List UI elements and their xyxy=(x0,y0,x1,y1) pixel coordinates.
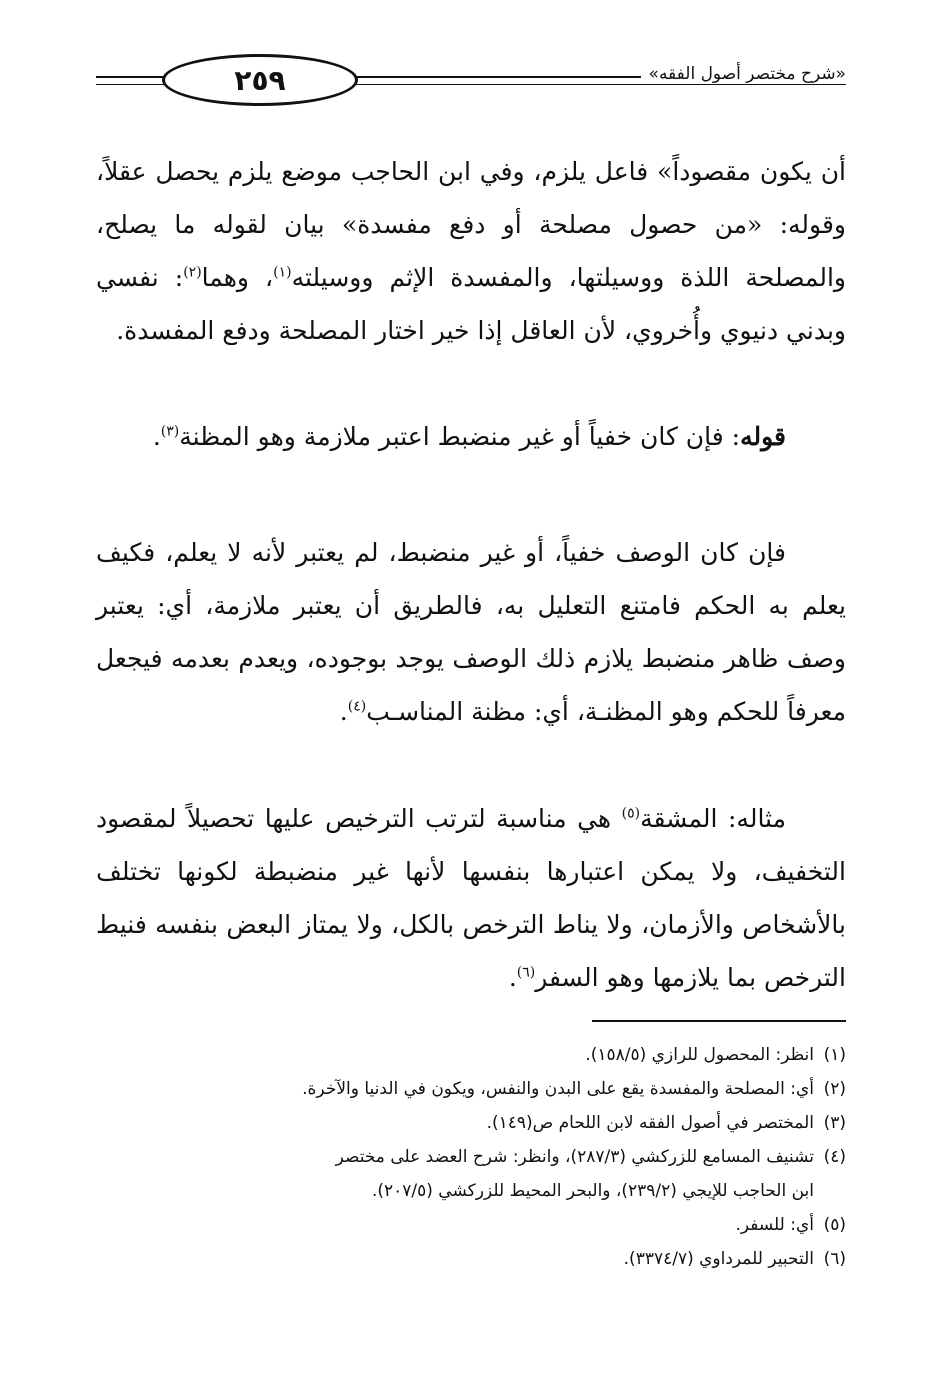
paragraph-3 xyxy=(96,526,846,738)
footnote-5 xyxy=(96,1208,846,1242)
footnote-4 xyxy=(96,1140,846,1208)
footnote-1 xyxy=(96,1038,846,1072)
p1-end: : نفسي وبدني دنيوي وأُخروي، لأن العاقل إذا خير اختار المصلحة ودفع المفسدة. xyxy=(96,263,846,345)
paragraph-1 xyxy=(96,145,846,357)
p1-text: أن يكون مقصوداً» فاعل يلزم، وفي ابن الحاجب موضع يلزم يحصل عقلاً، وقوله: «من حصول مصلحة أو دفع مفسدة» بيان لقوله ما يصلح، والمصلحة اللذة ووسيلتها، والمفسدة الإثم ووسيلته xyxy=(96,157,846,292)
footnote-number: (١) xyxy=(823,1045,846,1065)
running-title: «شرح مختصر أصول الفقه» xyxy=(641,64,846,84)
footnote-number: (٣) xyxy=(823,1113,846,1133)
footnote-number: (٢) xyxy=(823,1079,846,1099)
page-number: ٢٥٩ xyxy=(234,63,286,97)
footnote-number: (٦) xyxy=(823,1249,846,1269)
footnote-separator xyxy=(592,1020,846,1022)
footnote-ref-2[interactable]: (٢) xyxy=(183,264,202,281)
footnote-2 xyxy=(96,1072,846,1106)
p4-text: هي مناسبة لترتب الترخيص عليها تحصيلاً لمقصود التخفيف، ولا يمكن اعتبارها بنفسها لأنها غير منضبطة لكونها تختلف بالأشخاص والأزمان، ولا يناط الترخص بالكل، ولا يمتاز البعض بنفسه فنيط الترخص بما يلازمها وهو السفر xyxy=(96,804,846,992)
paragraph-2 xyxy=(96,410,846,463)
footnote-6 xyxy=(96,1242,846,1276)
footnote-text: أي: للسفر. xyxy=(735,1215,814,1235)
qawluhu-lead: قوله xyxy=(740,422,786,451)
page-header xyxy=(96,52,846,112)
p3-end: . xyxy=(339,697,348,726)
footnote-ref-1[interactable]: (١) xyxy=(273,264,292,281)
footnote-text: المختصر في أصول الفقه لابن اللحام ص(١٤٩). xyxy=(486,1113,814,1133)
p4-start: مثاله: المشقة xyxy=(640,804,786,833)
footnote-ref-4[interactable]: (٤) xyxy=(347,698,367,715)
footnote-continuation: ابن الحاجب للإيجي (٢٣٩/٢)، والبحر المحيط للزركشي (٢٠٧/٥). xyxy=(371,1181,814,1201)
p2-text: : فإن كان خفياً أو غير منضبط اعتبر ملازمة وهو المظنة xyxy=(179,422,741,451)
page-number-oval xyxy=(162,54,358,106)
p4-end: . xyxy=(508,963,517,992)
footnote-text: انظر: المحصول للرازي (١٥٨/٥). xyxy=(585,1045,814,1065)
p1-mid: ، وهما xyxy=(201,263,274,292)
footnote-ref-3[interactable]: (٣) xyxy=(160,423,180,440)
footnotes xyxy=(96,1038,846,1276)
footnote-text: التحبير للمرداوي (٣٣٧٤/٧). xyxy=(623,1249,814,1269)
footnote-text: تشنيف المسامع للزركشي (٢٨٧/٣)، وانظر: شرح العضد على مختصر xyxy=(335,1147,814,1167)
footnote-number: (٥) xyxy=(823,1215,846,1235)
footnote-text: أي: المصلحة والمفسدة يقع على البدن والنفس، ويكون في الدنيا والآخرة. xyxy=(302,1079,814,1099)
footnote-ref-6[interactable]: (٦) xyxy=(516,964,536,981)
footnote-number: (٤) xyxy=(823,1147,846,1167)
p2-end: . xyxy=(152,422,161,451)
footnote-3 xyxy=(96,1106,846,1140)
paragraph-4 xyxy=(96,792,846,1004)
footnote-ref-5[interactable]: (٥) xyxy=(621,805,641,822)
p3-text: فإن كان الوصف خفياً، أو غير منضبط، لم يعتبر لأنه لا يعلم، فكيف يعلم به الحكم فامتنع التعليل به، فالطريق أن يعتبر ملازمة، أي: يعتبر وصف ظاهر منضبط يلازم ذلك الوصف يوجد بوجوده، ويعدم بعدمه فيجعل معرفاً للحكم وهو المظنـة، أي: مظنة المناسـب xyxy=(96,538,846,726)
